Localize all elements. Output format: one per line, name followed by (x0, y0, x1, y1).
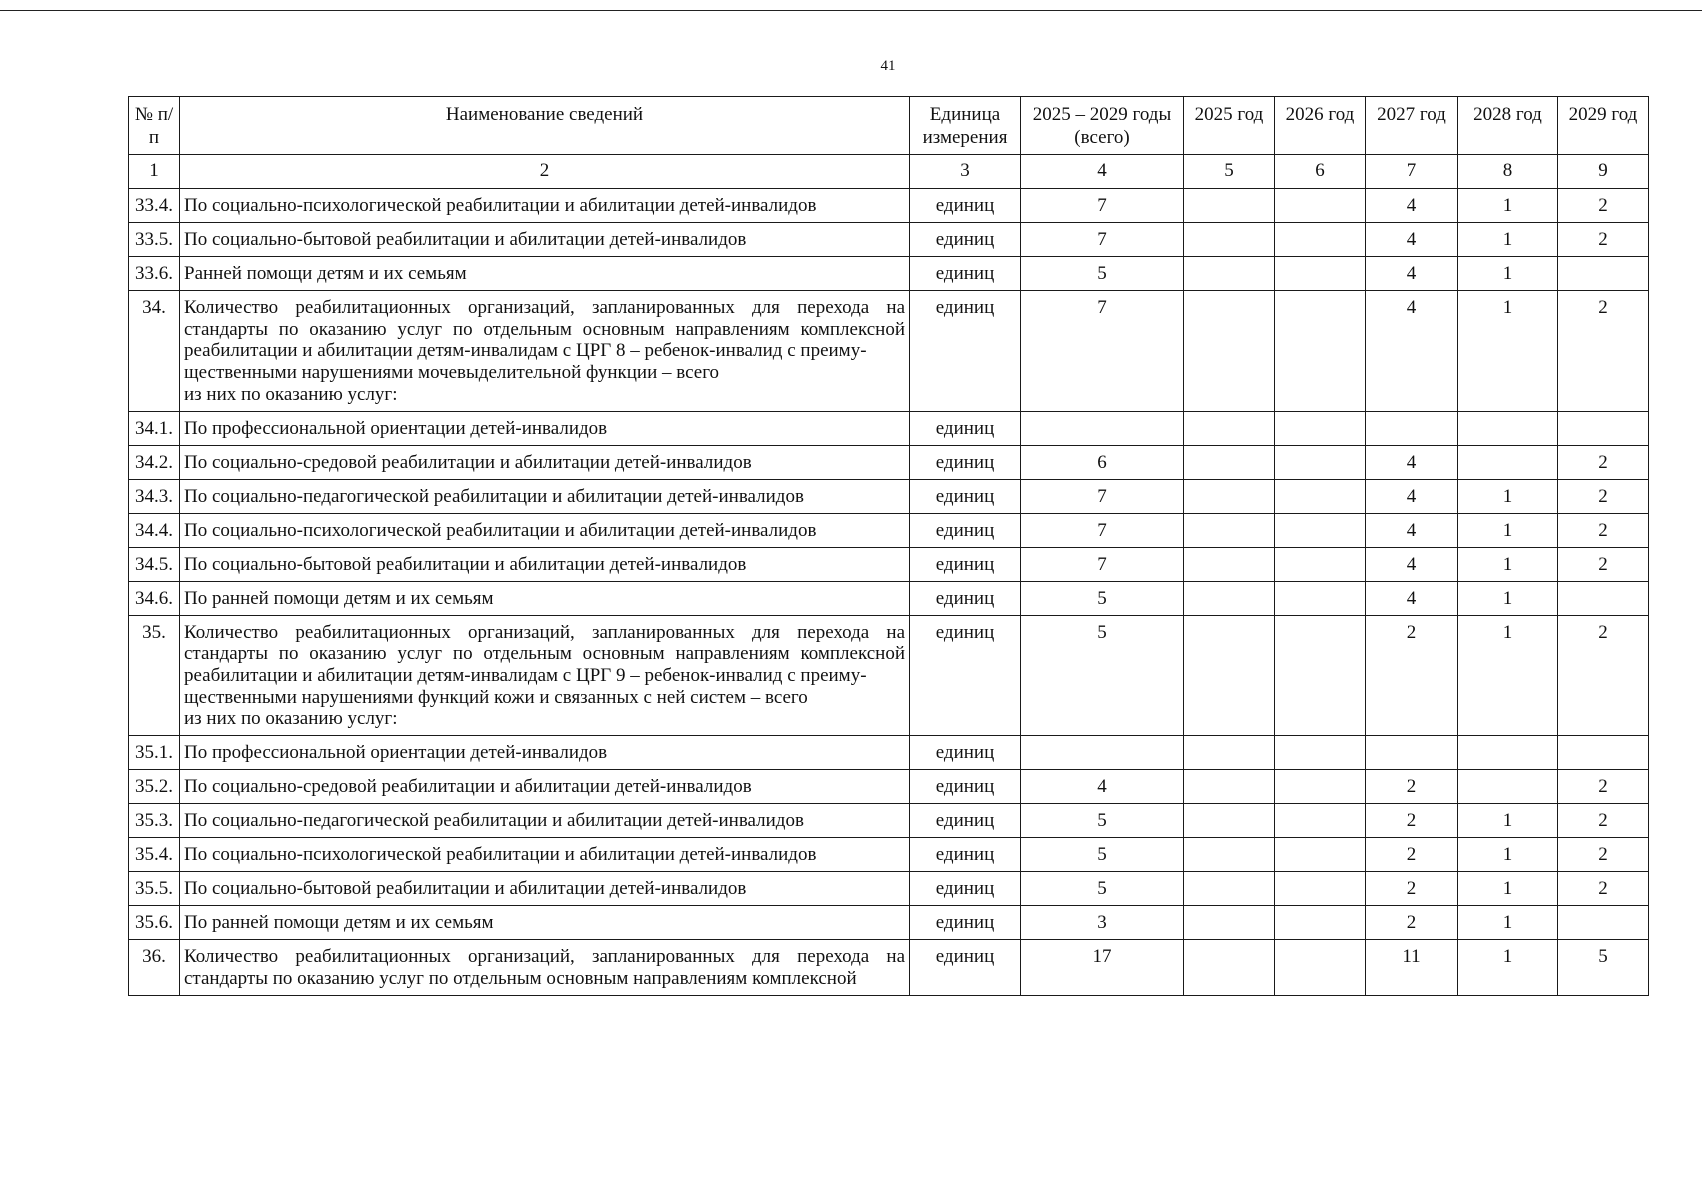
row-2025 (1184, 872, 1275, 906)
row-number: 33.6. (129, 257, 180, 291)
row-2026 (1275, 411, 1366, 445)
row-unit: единиц (910, 257, 1021, 291)
header-unit: Единица измерения (910, 97, 1021, 155)
row-total: 5 (1021, 257, 1184, 291)
row-unit: единиц (910, 770, 1021, 804)
row-total: 7 (1021, 189, 1184, 223)
row-2028: 1 (1458, 872, 1558, 906)
header-total: 2025 – 2029 годы (всего) (1021, 97, 1184, 155)
row-2026 (1275, 291, 1366, 412)
row-2029: 5 (1558, 940, 1649, 996)
row-2029: 2 (1558, 189, 1649, 223)
row-total: 6 (1021, 445, 1184, 479)
index-cell: 3 (910, 155, 1021, 189)
row-2029 (1558, 906, 1649, 940)
row-2028: 1 (1458, 547, 1558, 581)
row-2028: 1 (1458, 513, 1558, 547)
row-2026 (1275, 736, 1366, 770)
table-row (129, 736, 1649, 770)
row-2026 (1275, 838, 1366, 872)
header-2028: 2028 год (1458, 97, 1558, 155)
row-2026 (1275, 940, 1366, 996)
row-unit: единиц (910, 838, 1021, 872)
table-row (129, 906, 1649, 940)
row-name: Количество реабилитационных организаций, запланированных для перехода на стандарты по оказанию услуг по отдельным основным направлениям комплексной реабилитации и абилитации детям-инвалидам с ЦРГ 9 – ребенок-инвалид с преиму- щественными нарушениями функций кожи и связанных с ней систем – всего из них по оказанию услуг: (180, 615, 910, 736)
row-total: 5 (1021, 838, 1184, 872)
row-name: По социально-средовой реабилитации и абилитации детей-инвалидов (180, 770, 910, 804)
row-number: 35.4. (129, 838, 180, 872)
row-2027: 4 (1366, 513, 1458, 547)
row-name: Количество реабилитационных организаций, запланированных для перехода на стандарты по оказанию услуг по отдельным основным направлениям комплексной (180, 940, 910, 996)
row-number: 33.5. (129, 223, 180, 257)
row-total: 5 (1021, 804, 1184, 838)
row-number: 34. (129, 291, 180, 412)
index-cell: 2 (180, 155, 910, 189)
row-unit: единиц (910, 291, 1021, 412)
row-total (1021, 411, 1184, 445)
row-2025 (1184, 906, 1275, 940)
row-2028: 1 (1458, 479, 1558, 513)
row-2028: 1 (1458, 804, 1558, 838)
row-2026 (1275, 189, 1366, 223)
row-2029: 2 (1558, 223, 1649, 257)
header-2026: 2026 год (1275, 97, 1366, 155)
row-number: 34.2. (129, 445, 180, 479)
table-row (129, 513, 1649, 547)
row-number: 35.3. (129, 804, 180, 838)
row-2029: 2 (1558, 804, 1649, 838)
row-2027: 4 (1366, 479, 1458, 513)
row-total: 3 (1021, 906, 1184, 940)
row-2027 (1366, 736, 1458, 770)
row-2025 (1184, 940, 1275, 996)
row-2025 (1184, 445, 1275, 479)
row-2026 (1275, 479, 1366, 513)
row-2025 (1184, 479, 1275, 513)
row-2028 (1458, 445, 1558, 479)
row-unit: единиц (910, 479, 1021, 513)
row-number: 35. (129, 615, 180, 736)
row-unit: единиц (910, 736, 1021, 770)
row-2026 (1275, 223, 1366, 257)
row-name: По социально-бытовой реабилитации и абилитации детей-инвалидов (180, 872, 910, 906)
row-number: 35.1. (129, 736, 180, 770)
row-2028: 1 (1458, 223, 1558, 257)
row-2028: 1 (1458, 906, 1558, 940)
row-name: По социально-психологической реабилитации и абилитации детей-инвалидов (180, 189, 910, 223)
row-name: По социально-психологической реабилитации и абилитации детей-инвалидов (180, 513, 910, 547)
row-unit: единиц (910, 804, 1021, 838)
row-2029: 2 (1558, 872, 1649, 906)
row-2027: 4 (1366, 445, 1458, 479)
row-2025 (1184, 547, 1275, 581)
row-total: 7 (1021, 513, 1184, 547)
row-2029 (1558, 257, 1649, 291)
row-2026 (1275, 547, 1366, 581)
row-total: 17 (1021, 940, 1184, 996)
row-total: 4 (1021, 770, 1184, 804)
row-total: 7 (1021, 479, 1184, 513)
row-name: По социально-бытовой реабилитации и абилитации детей-инвалидов (180, 547, 910, 581)
row-2027: 2 (1366, 906, 1458, 940)
row-name: По социально-средовой реабилитации и абилитации детей-инвалидов (180, 445, 910, 479)
row-2026 (1275, 872, 1366, 906)
row-2028: 1 (1458, 838, 1558, 872)
row-2027: 4 (1366, 189, 1458, 223)
index-cell: 6 (1275, 155, 1366, 189)
table-row (129, 804, 1649, 838)
row-unit: единиц (910, 189, 1021, 223)
header-name: Наименование сведений (180, 97, 910, 155)
index-cell: 4 (1021, 155, 1184, 189)
row-2029 (1558, 411, 1649, 445)
row-2028 (1458, 411, 1558, 445)
row-number: 36. (129, 940, 180, 996)
table-row (129, 291, 1649, 412)
page-number: 41 (880, 58, 896, 74)
table-row (129, 223, 1649, 257)
column-index-row (129, 155, 1649, 189)
row-unit: единиц (910, 513, 1021, 547)
row-2027: 4 (1366, 257, 1458, 291)
row-2026 (1275, 615, 1366, 736)
row-number: 34.3. (129, 479, 180, 513)
row-2028 (1458, 736, 1558, 770)
row-2029: 2 (1558, 615, 1649, 736)
row-2028: 1 (1458, 189, 1558, 223)
row-2025 (1184, 189, 1275, 223)
row-number: 35.5. (129, 872, 180, 906)
row-total: 7 (1021, 291, 1184, 412)
row-name: По профессиональной ориентации детей-инвалидов (180, 411, 910, 445)
table-row (129, 770, 1649, 804)
row-2027: 4 (1366, 547, 1458, 581)
row-2027 (1366, 411, 1458, 445)
index-cell: 1 (129, 155, 180, 189)
index-cell: 5 (1184, 155, 1275, 189)
row-2025 (1184, 581, 1275, 615)
row-2027: 2 (1366, 770, 1458, 804)
row-2027: 4 (1366, 581, 1458, 615)
row-2026 (1275, 906, 1366, 940)
row-2025 (1184, 615, 1275, 736)
index-cell: 9 (1558, 155, 1649, 189)
row-2029 (1558, 581, 1649, 615)
row-2027: 11 (1366, 940, 1458, 996)
row-2028: 1 (1458, 291, 1558, 412)
row-2027: 2 (1366, 872, 1458, 906)
row-name: По ранней помощи детям и их семьям (180, 581, 910, 615)
table-header-row (129, 97, 1649, 155)
row-2026 (1275, 445, 1366, 479)
header-2027: 2027 год (1366, 97, 1458, 155)
row-2028: 1 (1458, 940, 1558, 996)
row-number: 34.5. (129, 547, 180, 581)
row-2026 (1275, 581, 1366, 615)
row-2029: 2 (1558, 479, 1649, 513)
row-unit: единиц (910, 872, 1021, 906)
row-number: 33.4. (129, 189, 180, 223)
row-2025 (1184, 770, 1275, 804)
row-2026 (1275, 804, 1366, 838)
row-2027: 4 (1366, 291, 1458, 412)
row-number: 34.1. (129, 411, 180, 445)
row-name: По социально-бытовой реабилитации и абилитации детей-инвалидов (180, 223, 910, 257)
row-2025 (1184, 838, 1275, 872)
index-cell: 7 (1366, 155, 1458, 189)
row-2028: 1 (1458, 615, 1558, 736)
row-total: 5 (1021, 581, 1184, 615)
table-row (129, 411, 1649, 445)
row-2029: 2 (1558, 445, 1649, 479)
row-2029: 2 (1558, 291, 1649, 412)
row-number: 34.6. (129, 581, 180, 615)
row-2025 (1184, 291, 1275, 412)
row-name: По ранней помощи детям и их семьям (180, 906, 910, 940)
row-2026 (1275, 257, 1366, 291)
row-unit: единиц (910, 940, 1021, 996)
row-name: По профессиональной ориентации детей-инвалидов (180, 736, 910, 770)
row-name: По социально-педагогической реабилитации и абилитации детей-инвалидов (180, 479, 910, 513)
row-2025 (1184, 804, 1275, 838)
row-unit: единиц (910, 906, 1021, 940)
row-total (1021, 736, 1184, 770)
row-unit: единиц (910, 615, 1021, 736)
row-name: Количество реабилитационных организаций, запланированных для перехода на стандарты по оказанию услуг по отдельным основным направлениям комплексной реабилитации и абилитации детям-инвалидам с ЦРГ 8 – ребенок-инвалид с преиму- щественными нарушениями мочевыделительной функции – всего из них по оказанию услуг: (180, 291, 910, 412)
table-row (129, 872, 1649, 906)
row-2026 (1275, 770, 1366, 804)
table-row (129, 257, 1649, 291)
row-2027: 2 (1366, 804, 1458, 838)
index-cell: 8 (1458, 155, 1558, 189)
row-total: 7 (1021, 547, 1184, 581)
header-2025: 2025 год (1184, 97, 1275, 155)
row-name: По социально-психологической реабилитации и абилитации детей-инвалидов (180, 838, 910, 872)
row-2029: 2 (1558, 838, 1649, 872)
row-total: 5 (1021, 872, 1184, 906)
header-2029: 2029 год (1558, 97, 1649, 155)
row-2029: 2 (1558, 770, 1649, 804)
row-2027: 2 (1366, 615, 1458, 736)
row-2028 (1458, 770, 1558, 804)
row-unit: единиц (910, 581, 1021, 615)
row-number: 35.6. (129, 906, 180, 940)
data-table (128, 96, 1649, 996)
row-total: 7 (1021, 223, 1184, 257)
row-2025 (1184, 513, 1275, 547)
row-2027: 2 (1366, 838, 1458, 872)
row-unit: единиц (910, 547, 1021, 581)
row-number: 35.2. (129, 770, 180, 804)
table-row (129, 940, 1649, 996)
row-2029: 2 (1558, 513, 1649, 547)
table-row (129, 479, 1649, 513)
table-row (129, 189, 1649, 223)
row-unit: единиц (910, 223, 1021, 257)
row-2027: 4 (1366, 223, 1458, 257)
row-2028: 1 (1458, 257, 1558, 291)
row-number: 34.4. (129, 513, 180, 547)
table-row (129, 581, 1649, 615)
table-row (129, 547, 1649, 581)
row-2025 (1184, 223, 1275, 257)
row-2029: 2 (1558, 547, 1649, 581)
row-2028: 1 (1458, 581, 1558, 615)
table-row (129, 838, 1649, 872)
row-total: 5 (1021, 615, 1184, 736)
row-unit: единиц (910, 411, 1021, 445)
row-2026 (1275, 513, 1366, 547)
row-2025 (1184, 257, 1275, 291)
table-row (129, 615, 1649, 736)
top-rule (0, 10, 1702, 11)
table-row (129, 445, 1649, 479)
row-2025 (1184, 736, 1275, 770)
row-2025 (1184, 411, 1275, 445)
row-2029 (1558, 736, 1649, 770)
row-name: Ранней помощи детям и их семьям (180, 257, 910, 291)
row-name: По социально-педагогической реабилитации и абилитации детей-инвалидов (180, 804, 910, 838)
row-unit: единиц (910, 445, 1021, 479)
header-num: № п/п (129, 97, 180, 155)
